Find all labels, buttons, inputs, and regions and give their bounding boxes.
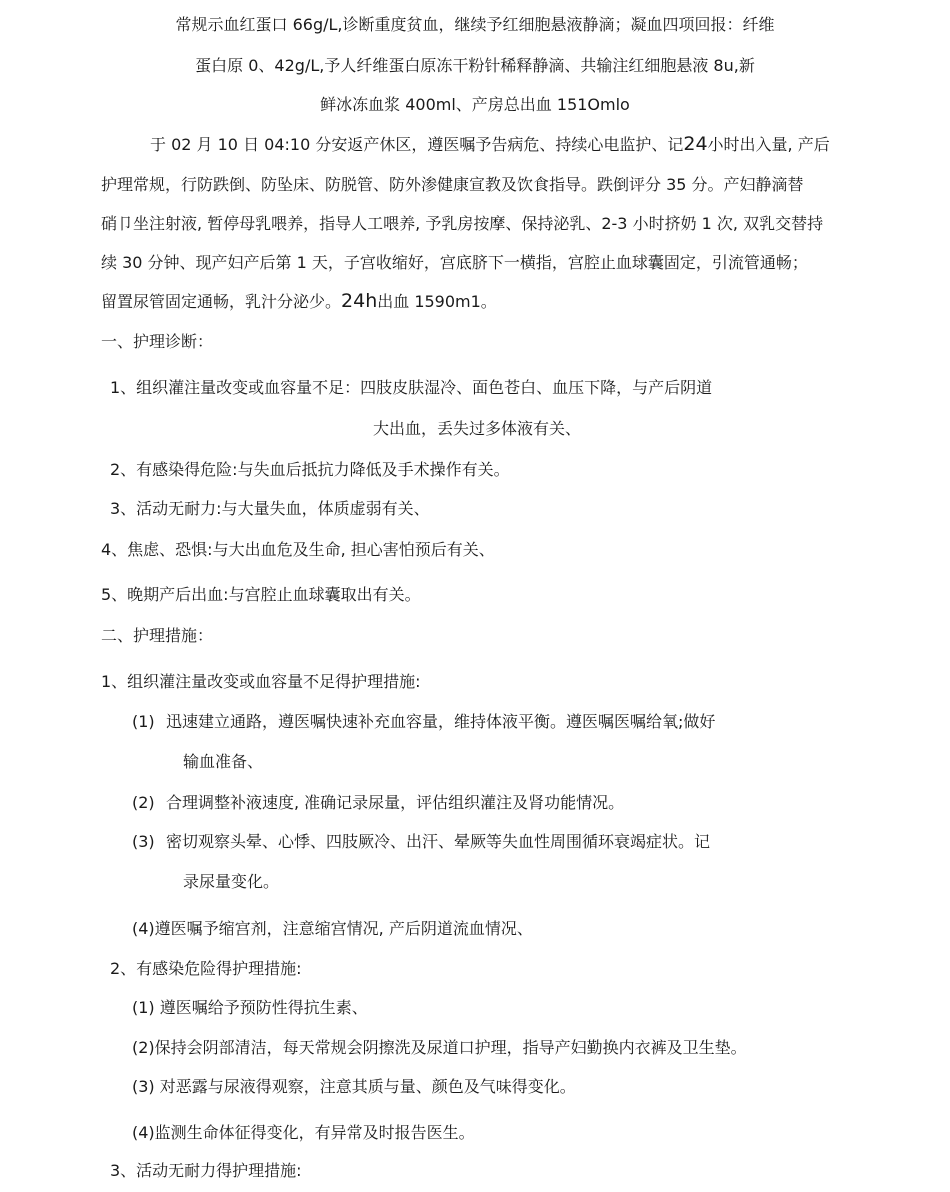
measure-2-1: (1) 遵医嘱给予预防性得抗生素、 [132,998,368,1017]
paragraph-line-1-text: 于 02 月 10 日 04:10 分安返产休区，遵医嘱予告病危、持续心电监护、记 [150,135,684,154]
measure-2-3: (3) 对恶露与尿液得观察，注意其质与量、颜色及气味得变化。 [132,1077,576,1096]
measure-1-3-number: (3) [132,832,155,851]
measure-1-3-cont: 录尿量变化。 [183,872,280,891]
diagnosis-item-5: 5、晚期产后出血:与宫腔止血球囊取出有关。 [101,585,421,604]
measure-1-3: 密切观察头晕、心悸、四肢厥冷、出汗、晕厥等失血性周围循环衰竭症状。记 [166,832,711,851]
diagnosis-item-2: 2、有感染得危险:与失血后抵抗力降低及手术操作有关。 [110,460,510,479]
paragraph-line-5-end: 出血 1590m1。 [377,292,497,311]
paragraph-line-5 [101,290,497,313]
diagnosis-item-3: 3、活动无耐力:与大量失血，体质虚弱有关、 [110,499,430,518]
intro-line-2: 蛋白原 0、42g/L,予人纤维蛋白原冻干粉针稀释静滴、共输注红细胞悬液 8u,新 [195,56,755,75]
measure-1-2-number: (2) [132,793,155,812]
diagnosis-item-1: 1、组织灌注量改变或血容量不足：四肢皮肤湿冷、面色苍白、血压下降，与产后阴道 [110,378,713,397]
paragraph-line-3: 硝卩坐注射液, 暂停母乳喂养，指导人工喂养, 予乳房按摩、保持泌乳、2-3 小时挤奶 1 次, 双乳交替持 [101,214,824,233]
intro-line-1: 常规示血红蛋口 66g/L,诊断重度贫血，继续予红细胞悬液静滴；凝血四项回报：纤维 [175,15,775,34]
measure-1-2: 合理调整补液速度, 准确记录尿量，评估组织灌注及肾功能情况。 [166,793,625,812]
paragraph-line-1 [150,133,830,156]
diagnosis-item-1-cont: 大出血，丢失过多体液有关、 [373,419,582,438]
measure-1-heading: 1、组织灌注量改变或血容量不足得护理措施: [101,672,421,691]
measure-1-1: 迅速建立通路，遵医嘱快速补充血容量，维持体液平衡。遵医嘱医嘱给氧;做好 [166,712,716,731]
measure-2-heading: 2、有感染危险得护理措施: [110,959,302,978]
intro-line-3: 鲜冰冻血浆 400ml、产房总出血 151Omlo [320,95,630,114]
measure-1-4: (4)遵医嘱予缩宫剂，注意缩宫情况, 产后阴道流血情况、 [132,919,533,938]
paragraph-line-5-text: 留置尿管固定通畅，乳汁分泌少。 [101,292,342,311]
measure-1-1-cont: 输血准备、 [183,752,264,771]
diagnosis-item-4: 4、焦虑、恐惧:与大出血危及生命, 担心害怕预后有关、 [101,540,495,559]
bleeding-hours: 24h [341,290,378,312]
measure-1-1-number: (1) [132,712,155,731]
measure-2-4: (4)监测生命体征得变化，有异常及时报告医生。 [132,1123,475,1142]
paragraph-line-1-end: 小时出入量, 产后 [707,135,830,154]
measure-2-2: (2)保持会阴部清洁，每天常规会阴擦洗及尿道口护理，指导产妇勤换内衣裤及卫生垫。 [132,1038,747,1057]
paragraph-line-2: 护理常规，行防跌倒、防坠床、防脱管、防外渗健康宣教及饮食指导。跌倒评分 35 分。产妇静滴替 [101,175,804,194]
paragraph-line-4: 续 30 分钟、现产妇产后第 1 天，子宫收缩好，宫底脐下一横指，宫腔止血球囊固定，引流管通畅； [101,253,808,272]
measure-3-heading: 3、活动无耐力得护理措施: [110,1161,302,1180]
measures-heading: 二、护理措施： [101,626,214,645]
diagnosis-heading: 一、护理诊断： [101,332,214,351]
hours-number: 24 [683,133,708,155]
